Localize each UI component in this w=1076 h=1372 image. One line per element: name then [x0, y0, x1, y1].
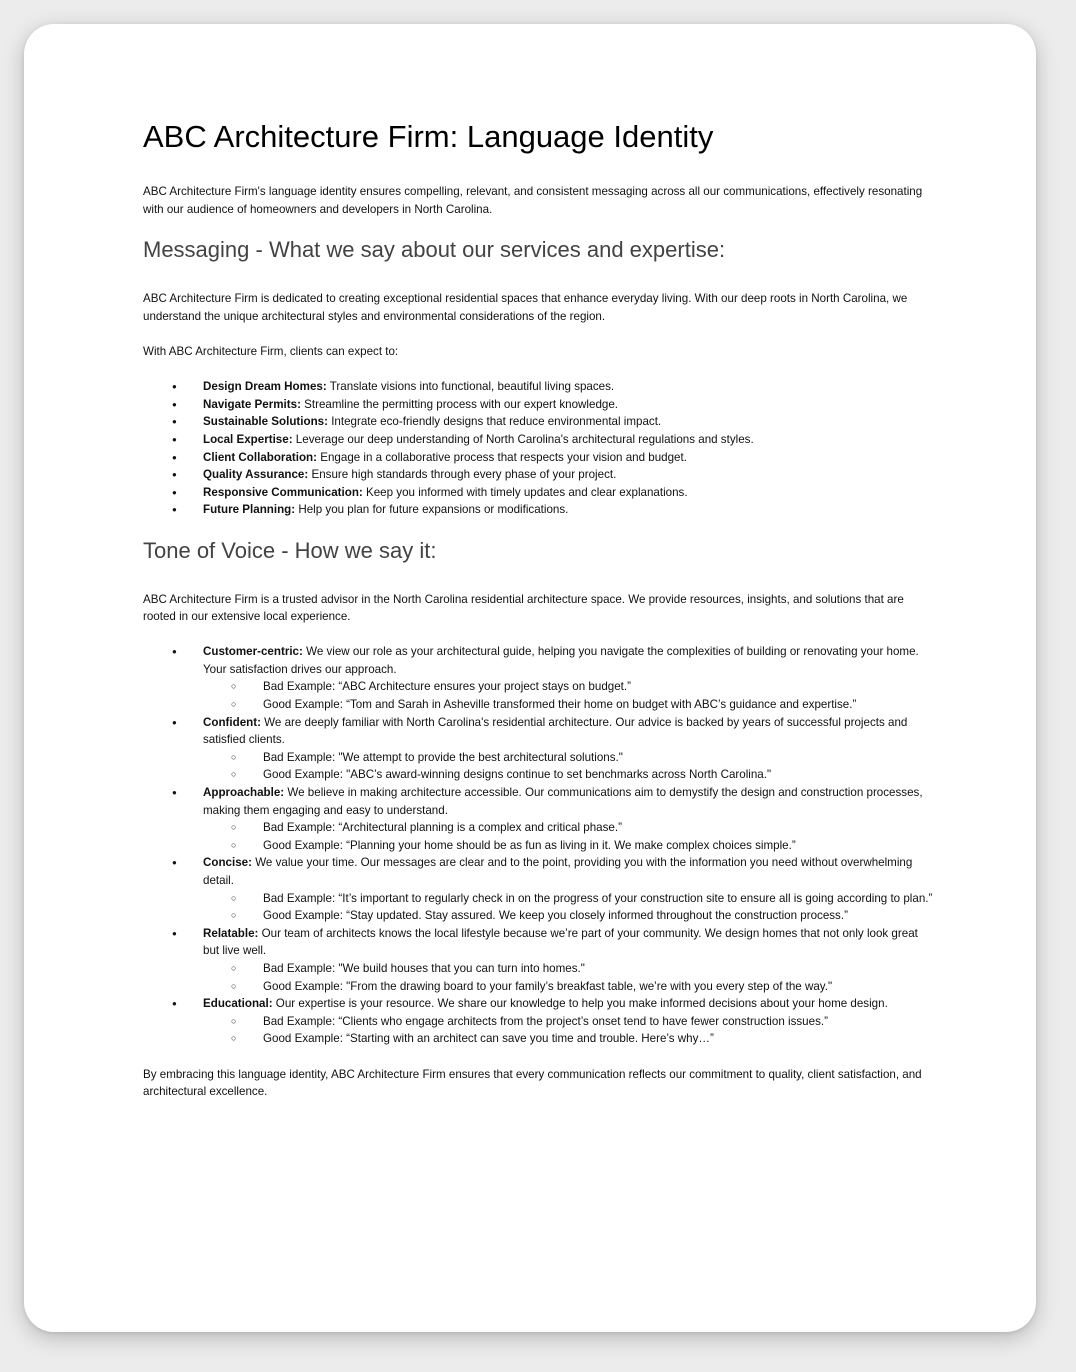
item-label: Quality Assurance:: [203, 468, 309, 482]
messaging-lead-in: With ABC Architecture Firm, clients can expect to:: [143, 344, 399, 358]
good-example: ○ Good Example: “Tom and Sarah in Asheville transformed their home on budget with ABC’s guidance and expertise.”: [203, 696, 936, 714]
closing-paragraph: By embracing this language identity, ABC Architecture Firm ensures that every communication reflects our commitment to quality, client satisfaction, and architectural excellence.: [143, 1067, 922, 1099]
list-item: [143, 501, 936, 519]
list-item: [143, 413, 936, 431]
item-label: Educational:: [203, 997, 273, 1011]
example-list: [203, 890, 936, 925]
bad-example: ○ Bad Example: “It’s important to regularly check in on the progress of your construction site to ensure all is going according to plan.”: [203, 890, 936, 908]
item-text: Translate visions into functional, beautiful living spaces.: [326, 380, 615, 394]
bad-example: ○ Bad Example: "We build houses that you can turn into homes.": [203, 960, 936, 978]
list-item: [143, 484, 936, 502]
example-list: [203, 749, 936, 784]
bad-example: ○ Bad Example: “ABC Architecture ensures your project stays on budget.”: [203, 678, 936, 696]
list-item: [143, 378, 936, 396]
item-label: Design Dream Homes:: [203, 380, 327, 394]
example-list: [203, 1013, 936, 1048]
good-example: ○ Good Example: "From the drawing board to your family’s breakfast table, we’re with you every step of the way.": [203, 978, 936, 996]
item-text: We value your time. Our messages are clear and to the point, providing you with the information you need without overwhelming detail.: [203, 856, 913, 887]
item-text: Leverage our deep understanding of North Carolina's architectural regulations and styles.: [292, 432, 754, 446]
item-label: Local Expertise:: [203, 432, 293, 446]
item-label: Concise:: [203, 856, 252, 870]
item-label: Customer-centric:: [203, 645, 303, 659]
item-label: Approachable:: [203, 786, 285, 800]
item-label: Relatable:: [203, 926, 259, 940]
bad-example: ○ Bad Example: “Architectural planning is a complex and critical phase.”: [203, 819, 936, 837]
item-text: Integrate eco-friendly designs that reduce environmental impact.: [327, 415, 662, 429]
good-example: ○ Good Example: “Planning your home should be as fun as living in it. We make complex choices simple.”: [203, 837, 936, 855]
services-list: [143, 378, 936, 519]
page-title: ABC Architecture Firm: Language Identity: [143, 119, 714, 154]
messaging-heading: Messaging - What we say about our services and expertise:: [143, 237, 726, 263]
good-example: ○ Good Example: “Stay updated. Stay assured. We keep you closely informed throughout the construction process.”: [203, 907, 936, 925]
list-item: [143, 396, 936, 414]
list-item: [143, 854, 936, 924]
list-item: [143, 925, 936, 995]
list-item: [143, 643, 936, 713]
item-text: Engage in a collaborative process that respects your vision and budget.: [317, 450, 687, 464]
example-list: [203, 960, 936, 995]
list-item: [143, 714, 936, 784]
item-text: Help you plan for future expansions or modifications.: [295, 503, 569, 517]
bad-example: ○ Bad Example: "We attempt to provide the best architectural solutions.": [203, 749, 936, 767]
list-item: [143, 784, 936, 854]
item-text: We believe in making architecture accessible. Our communications aim to demystify the design and construction processes, making them engaging and easy to understand.: [203, 786, 923, 817]
tone-list: [143, 643, 936, 1048]
item-label: Sustainable Solutions:: [203, 415, 328, 429]
bad-example: ○ Bad Example: “Clients who engage architects from the project’s onset tend to have fewer construction issues.”: [203, 1013, 936, 1031]
item-label: Responsive Communication:: [203, 485, 363, 499]
list-item: [143, 995, 936, 1048]
item-text: Streamline the permitting process with our expert knowledge.: [300, 397, 619, 411]
example-list: [203, 819, 936, 854]
item-text: Our expertise is your resource. We share our knowledge to help you make informed decisions about your home design.: [272, 997, 888, 1011]
intro-paragraph: ABC Architecture Firm's language identity ensures compelling, relevant, and consistent messaging across all our communications, effectively resonating with our audience of homeowners and developers in North Carolina.: [143, 185, 923, 216]
document-page: [24, 24, 1036, 1332]
item-text: Ensure high standards through every phase of your project.: [308, 468, 617, 482]
item-label: Client Collaboration:: [203, 450, 318, 464]
list-item: [143, 466, 936, 484]
list-item: [143, 431, 936, 449]
item-label: Future Planning:: [203, 503, 296, 517]
example-list: [203, 678, 936, 713]
item-text: We are deeply familiar with North Carolina's residential architecture. Our advice is backed by years of successful projects and satisfied clients.: [203, 715, 908, 747]
good-example: ○ Good Example: “Starting with an architect can save you time and trouble. Here’s why…”: [203, 1030, 936, 1048]
item-text: Our team of architects knows the local lifestyle because we’re part of your community. We design homes that not only look great but live well.: [203, 926, 918, 958]
good-example: ○ Good Example: "ABC’s award-winning designs continue to set benchmarks across North Carolina.": [203, 766, 936, 784]
tone-paragraph: ABC Architecture Firm is a trusted advisor in the North Carolina residential architecture space. We provide resources, insights, and solutions that are rooted in our extensive local experience.: [143, 592, 904, 624]
item-text: Keep you informed with timely updates and clear explanations.: [362, 485, 688, 499]
messaging-paragraph: ABC Architecture Firm is dedicated to creating exceptional residential spaces that enhance everyday living. With our deep roots in North Carolina, we understand the unique architectural styles and environmental considerations of the region.: [143, 292, 908, 323]
item-label: Confident:: [203, 715, 261, 729]
item-text: We view our role as your architectural guide, helping you navigate the complexities of building or renovating your home. Your satisfaction drives our approach.: [203, 645, 919, 676]
list-item: [143, 449, 936, 467]
tone-heading: Tone of Voice - How we say it:: [143, 537, 437, 563]
item-label: Navigate Permits:: [203, 397, 301, 411]
